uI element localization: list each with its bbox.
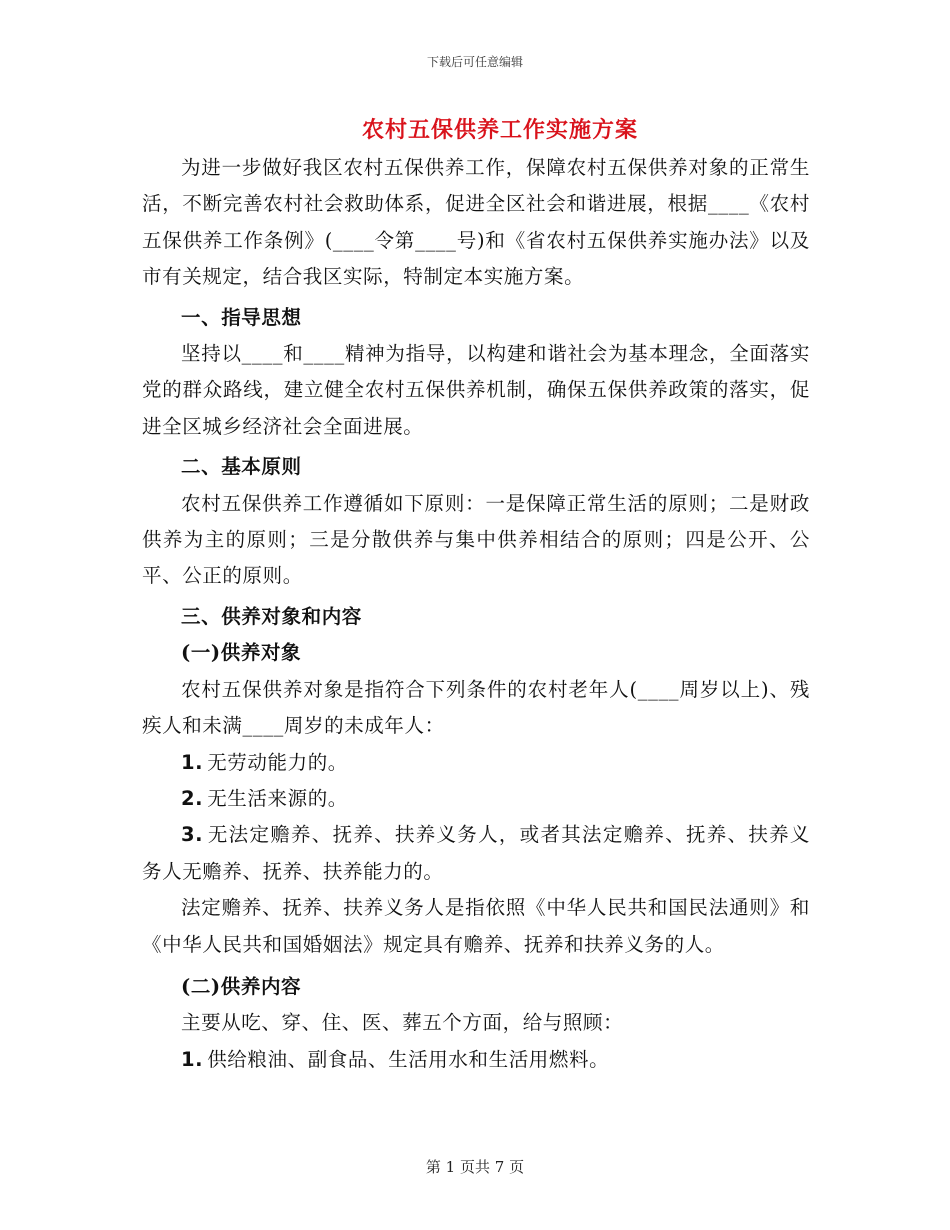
subsection-text-recipients: 农村五保供养对象是指符合下列条件的农村老年人(____周岁以上)、残疾人和未满____周岁的未成年人：	[142, 677, 810, 738]
intro-paragraph: 为进一步做好我区农村五保供养工作，保障农村五保供养对象的正常生活，不断完善农村社会救助体系，促进全区社会和谐进展，根据____《农村五保供养工作条例》(____令第____号)和《省农村五保供养实施办法》以及市有关规定，结合我区实际，特制定本实施方案。	[142, 156, 810, 289]
document-body	[142, 150, 810, 1078]
section-text-basic-principles: 农村五保供养工作遵循如下原则：一是保障正常生活的原则；二是财政供养为主的原则；三是分散供养与集中供养相结合的原则；四是公开、公平、公正的原则。	[142, 491, 810, 588]
section-heading-recipients-content: 三、供养对象和内容	[181, 604, 362, 628]
section-heading-basic-principles: 二、基本原则	[181, 455, 302, 479]
list-item	[142, 1042, 810, 1078]
document-title: 农村五保供养工作实施方案	[361, 117, 638, 143]
page-number-footer: 第 1 页共 7 页	[425, 1158, 525, 1176]
list-item-number: 3.	[181, 823, 204, 847]
list-item-number: 1.	[181, 750, 204, 774]
list-item-text: 无劳动能力的。	[207, 750, 348, 774]
page-header-note: 下载后可任意编辑	[426, 55, 523, 69]
section-heading-guiding-ideology: 一、指导思想	[181, 305, 302, 329]
list-item-number: 1.	[181, 1047, 204, 1071]
section-text-guiding-ideology: 坚持以____和____精神为指导，以构建和谐社会为基本理念，全面落实党的群众路线，建立健全农村五保供养机制，确保五保供养政策的落实，促进全区城乡经济社会全面进展。	[142, 342, 810, 438]
list-item-text: 供给粮油、副食品、生活用水和生活用燃料。	[207, 1047, 610, 1071]
list-item-text: 无法定赡养、抚养、扶养义务人，或者其法定赡养、抚养、扶养义务人无赡养、抚养、扶养能力的。	[142, 823, 810, 883]
legal-definition-paragraph: 法定赡养、抚养、扶养义务人是指依照《中华人民共和国民法通则》和《中华人民共和国婚姻法》规定具有赡养、抚养和扶养义务的人。	[142, 896, 810, 956]
subsection-text-content: 主要从吃、穿、住、医、葬五个方面，给与照顾：	[181, 1011, 624, 1035]
list-item-text: 无生活来源的。	[207, 786, 348, 810]
subsection-heading-content: (二)供养内容	[181, 974, 302, 998]
list-item-number: 2.	[181, 786, 204, 810]
list-item	[142, 817, 810, 890]
list-item	[142, 745, 810, 781]
subsection-heading-recipients: (一)供养对象	[181, 641, 302, 665]
list-item	[142, 781, 810, 817]
